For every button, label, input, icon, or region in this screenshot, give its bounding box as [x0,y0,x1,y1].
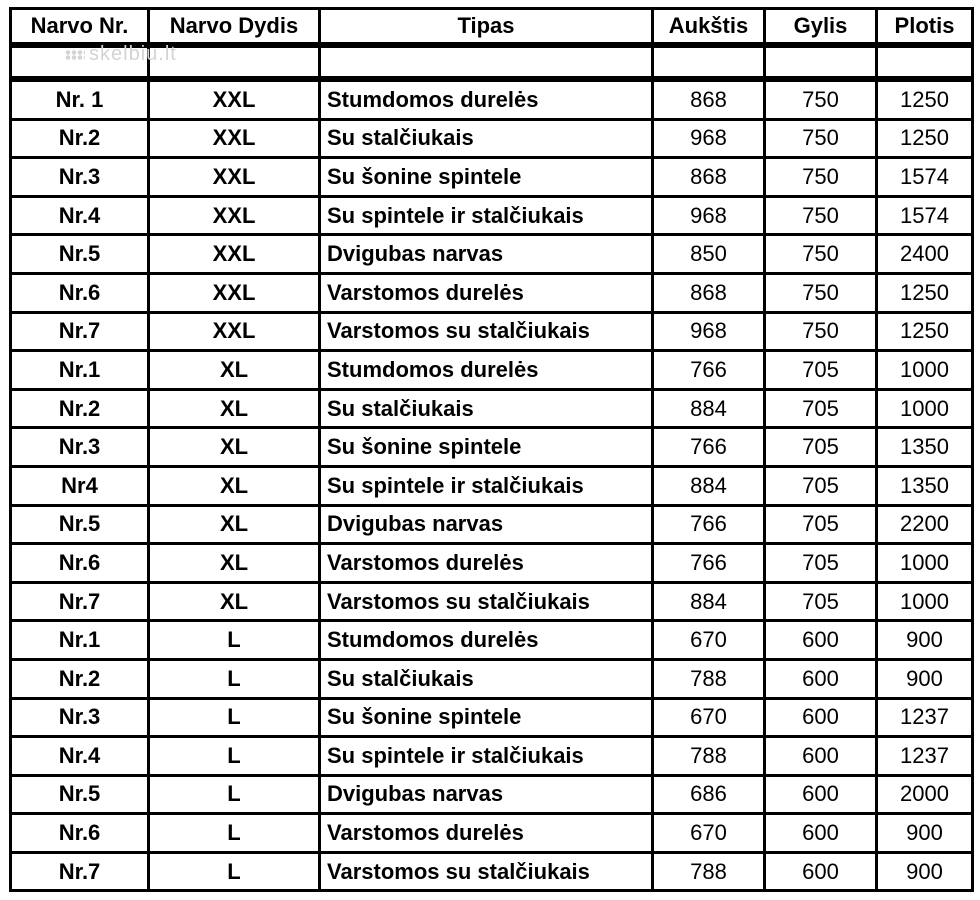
empty-cell [318,45,651,79]
cell-type: Su šonine spintele [318,426,651,465]
cell-depth: 750 [763,79,875,118]
table-row [9,504,974,543]
empty-cell [651,45,763,79]
cell-type: Su stalčiukais [318,388,651,427]
table-row [9,619,974,658]
table-row [9,658,974,697]
cell-width: 1000 [875,581,974,620]
cell-height: 884 [651,465,763,504]
cell-type: Varstomos durelės [318,542,651,581]
cell-depth: 705 [763,426,875,465]
cell-width: 1250 [875,272,974,311]
cell-width: 2000 [875,774,974,813]
table-row [9,774,974,813]
cell-depth: 750 [763,118,875,157]
cell-width: 1000 [875,388,974,427]
cell-width: 2200 [875,504,974,543]
header-cage-size: Narvo Dydis [147,7,318,45]
cell-cage-size: XL [147,349,318,388]
cell-height: 766 [651,504,763,543]
cell-depth: 600 [763,619,875,658]
cell-type: Varstomos su stalčiukais [318,581,651,620]
cell-depth: 600 [763,812,875,851]
table-row [9,349,974,388]
table-body [9,45,974,892]
cell-cage-size: L [147,697,318,736]
cell-height: 968 [651,195,763,234]
cell-cage-number: Nr.7 [9,311,147,350]
cell-cage-number: Nr.2 [9,118,147,157]
cell-cage-number: Nr4 [9,465,147,504]
cell-cage-size: L [147,619,318,658]
table-row [9,195,974,234]
cell-cage-size: XXL [147,79,318,118]
cell-type: Su stalčiukais [318,658,651,697]
cell-cage-size: L [147,851,318,893]
header-row [9,7,974,45]
cell-width: 1000 [875,349,974,388]
cell-cage-number: Nr.7 [9,851,147,893]
empty-cell [875,45,974,79]
cell-cage-size: XXL [147,233,318,272]
header-width: Plotis [875,7,974,45]
cell-depth: 705 [763,504,875,543]
cell-width: 1574 [875,156,974,195]
cell-cage-size: XXL [147,195,318,234]
cell-type: Su šonine spintele [318,156,651,195]
empty-cell [9,45,147,79]
table-row [9,156,974,195]
cell-width: 900 [875,851,974,893]
cage-dimensions-table [9,7,974,892]
cell-type: Stumdomos durelės [318,349,651,388]
cell-depth: 705 [763,465,875,504]
cell-cage-size: XXL [147,272,318,311]
table-row [9,735,974,774]
cell-cage-number: Nr.6 [9,812,147,851]
cell-width: 900 [875,658,974,697]
cell-height: 788 [651,735,763,774]
cell-depth: 750 [763,156,875,195]
cell-width: 1250 [875,79,974,118]
cell-cage-number: Nr.3 [9,697,147,736]
cell-cage-number: Nr.3 [9,156,147,195]
cell-width: 1250 [875,311,974,350]
cell-width: 1350 [875,465,974,504]
cell-height: 868 [651,79,763,118]
cell-cage-number: Nr.4 [9,195,147,234]
cell-type: Su stalčiukais [318,118,651,157]
cell-depth: 600 [763,697,875,736]
cell-width: 1237 [875,697,974,736]
cell-width: 1237 [875,735,974,774]
cell-cage-number: Nr.5 [9,233,147,272]
cell-cage-size: XL [147,581,318,620]
cell-cage-number: Nr.2 [9,388,147,427]
cell-type: Varstomos su stalčiukais [318,851,651,893]
cell-width: 1574 [875,195,974,234]
cell-type: Su spintele ir stalčiukais [318,465,651,504]
cell-width: 900 [875,619,974,658]
cell-width: 2400 [875,233,974,272]
table-row [9,426,974,465]
cell-height: 884 [651,388,763,427]
cell-cage-size: L [147,658,318,697]
header-cage-number: Narvo Nr. [9,7,147,45]
cell-height: 686 [651,774,763,813]
cell-cage-number: Nr.1 [9,619,147,658]
header-depth: Gylis [763,7,875,45]
cell-height: 766 [651,349,763,388]
table-row [9,79,974,118]
cell-height: 670 [651,619,763,658]
cell-cage-size: XXL [147,311,318,350]
cell-height: 968 [651,118,763,157]
cell-height: 670 [651,697,763,736]
cell-height: 968 [651,311,763,350]
table-row [9,272,974,311]
cell-cage-size: XL [147,388,318,427]
cell-type: Dvigubas narvas [318,774,651,813]
cell-type: Stumdomos durelės [318,619,651,658]
cell-height: 670 [651,812,763,851]
table-row [9,581,974,620]
cell-cage-number: Nr.6 [9,542,147,581]
cell-width: 900 [875,812,974,851]
cell-cage-size: XL [147,504,318,543]
cell-depth: 705 [763,349,875,388]
table-row [9,233,974,272]
cell-cage-number: Nr. 1 [9,79,147,118]
cell-depth: 705 [763,388,875,427]
cell-height: 766 [651,542,763,581]
cell-width: 1250 [875,118,974,157]
cell-height: 788 [651,851,763,893]
cell-depth: 600 [763,735,875,774]
table-row [9,697,974,736]
cell-height: 884 [651,581,763,620]
table-row [9,311,974,350]
cell-depth: 750 [763,233,875,272]
cell-cage-number: Nr.3 [9,426,147,465]
cell-cage-number: Nr.4 [9,735,147,774]
cell-depth: 750 [763,311,875,350]
cell-type: Su spintele ir stalčiukais [318,735,651,774]
table-row [9,118,974,157]
cell-cage-number: Nr.5 [9,504,147,543]
header-type: Tipas [318,7,651,45]
table-row [9,388,974,427]
cell-type: Varstomos durelės [318,812,651,851]
cell-cage-number: Nr.6 [9,272,147,311]
cell-cage-size: XL [147,426,318,465]
cell-cage-size: XL [147,465,318,504]
cell-cage-number: Nr.7 [9,581,147,620]
table-row [9,542,974,581]
cell-type: Varstomos durelės [318,272,651,311]
cage-dimensions-sheet [9,7,974,895]
cell-type: Su šonine spintele [318,697,651,736]
cell-cage-size: L [147,812,318,851]
cell-depth: 600 [763,658,875,697]
cell-type: Dvigubas narvas [318,504,651,543]
cell-cage-number: Nr.5 [9,774,147,813]
cell-depth: 750 [763,195,875,234]
cell-cage-size: XL [147,542,318,581]
watermark-text: skelbiu.lt [89,43,177,65]
cell-height: 766 [651,426,763,465]
cell-type: Stumdomos durelės [318,79,651,118]
cell-type: Su spintele ir stalčiukais [318,195,651,234]
cell-height: 788 [651,658,763,697]
empty-row [9,45,974,79]
table-row [9,812,974,851]
cell-height: 868 [651,272,763,311]
empty-cell [147,45,318,79]
cell-depth: 600 [763,851,875,893]
cell-cage-number: Nr.1 [9,349,147,388]
cell-height: 868 [651,156,763,195]
header-height: Aukštis [651,7,763,45]
cell-height: 850 [651,233,763,272]
cell-type: Varstomos su stalčiukais [318,311,651,350]
cell-cage-size: L [147,735,318,774]
cell-depth: 705 [763,581,875,620]
table-row [9,851,974,893]
cell-depth: 750 [763,272,875,311]
cell-cage-size: XXL [147,118,318,157]
cell-type: Dvigubas narvas [318,233,651,272]
cell-depth: 705 [763,542,875,581]
cell-depth: 600 [763,774,875,813]
empty-cell [763,45,875,79]
cell-width: 1000 [875,542,974,581]
cell-width: 1350 [875,426,974,465]
table-row [9,465,974,504]
cell-cage-number: Nr.2 [9,658,147,697]
cell-cage-size: L [147,774,318,813]
cell-cage-size: XXL [147,156,318,195]
